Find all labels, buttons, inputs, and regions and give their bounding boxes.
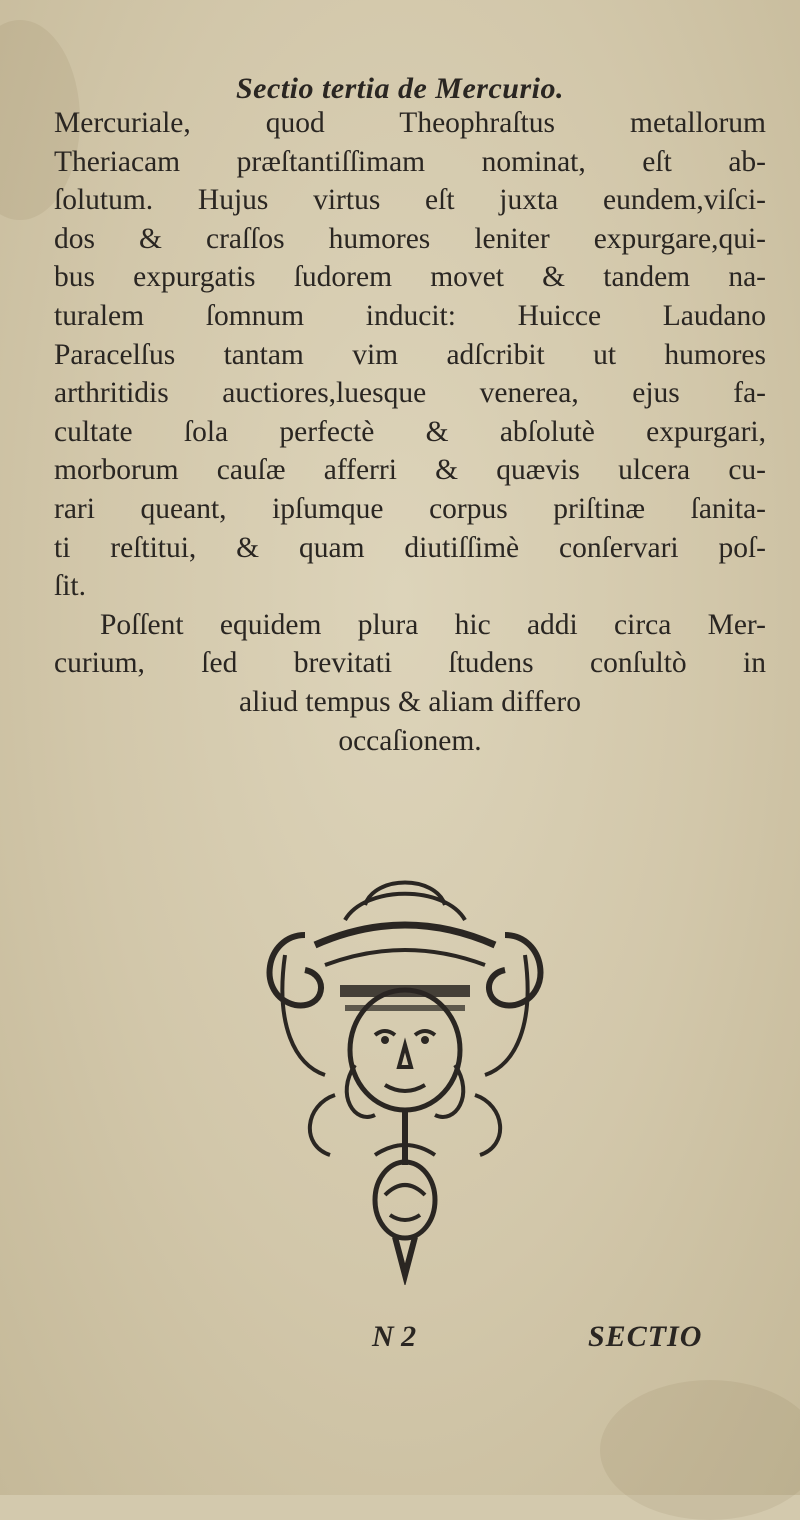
running-head: Sectio tertia de Mercurio. xyxy=(236,72,564,105)
body-text xyxy=(54,104,766,760)
catchword: SECTIO xyxy=(588,1320,703,1353)
paper-stain xyxy=(600,1380,800,1520)
text-line: dos & craſſos humores leniter expurgare,qui- xyxy=(54,222,766,255)
text-line: Theriacam præſtantiſſimam nominat, eſt ab- xyxy=(54,145,766,178)
text-line: Paracelſus tantam vim adſcribit ut humores xyxy=(54,338,766,371)
text-line: ſit. xyxy=(54,570,86,603)
text-line: Mercuriale, quod Theophraſtus metallorum xyxy=(54,107,766,139)
text-line: ti reſtitui, & quam diutiſſimè conſervari poſ- xyxy=(54,531,766,564)
text-line: cultate ſola perfectè & abſolutè expurgari, xyxy=(54,415,766,448)
text-line: turalem ſomnum inducit: Huicce Laudano xyxy=(54,299,766,332)
tailpiece-mask-ornament-icon xyxy=(245,865,565,1285)
text-line: bus expurgatis ſudorem movet & tandem na- xyxy=(54,261,766,294)
text-line: aliud tempus & aliam differo xyxy=(239,685,581,718)
text-line: curium, ſed brevitati ſtudens conſultò in xyxy=(54,647,766,680)
signature-mark: N 2 xyxy=(372,1320,417,1353)
text-line: ſolutum. Hujus virtus eſt juxta eundem,viſci- xyxy=(54,184,766,217)
text-line: morborum cauſæ afferri & quævis ulcera cu- xyxy=(54,454,766,487)
text-line: rari queant, ipſumque corpus priſtinæ ſanita- xyxy=(54,492,766,525)
text-line: arthritidis auctiores,luesque venerea, ejus fa- xyxy=(54,377,766,410)
text-line: occaſionem. xyxy=(338,724,482,757)
text-line: Poſſent equidem plura hic addi circa Mer- xyxy=(100,608,766,641)
